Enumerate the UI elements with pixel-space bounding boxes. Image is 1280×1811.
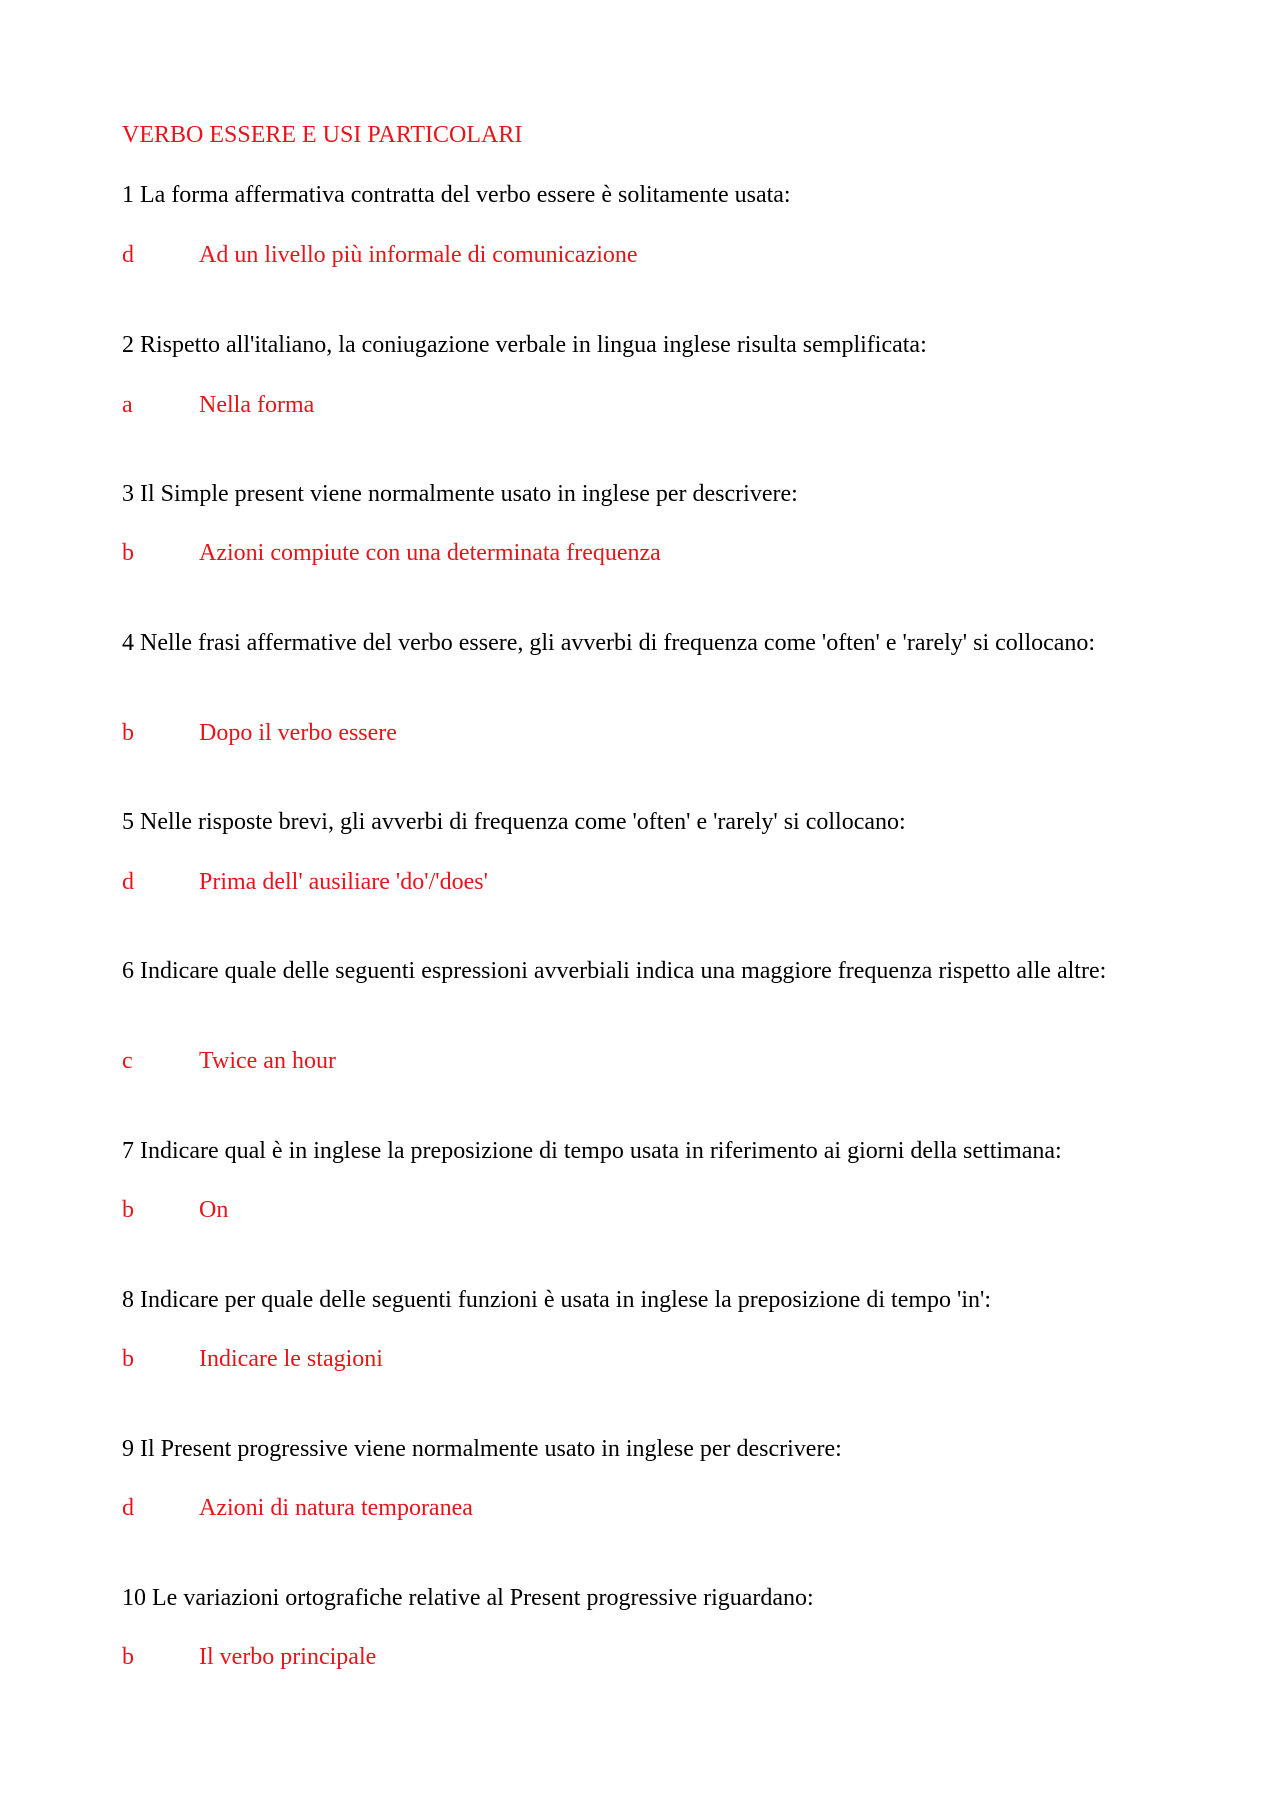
answer-text: On	[199, 1197, 229, 1223]
answer-text: Dopo il verbo essere	[199, 720, 397, 746]
answer-letter: b	[122, 720, 134, 746]
answer-9	[122, 1493, 473, 1523]
question-6: 6 Indicare quale delle seguenti espressioni avverbiali indica una maggiore frequenza rispetto alle altre:	[122, 958, 1107, 984]
question-2: 2 Rispetto all'italiano, la coniugazione verbale in lingua inglese risulta semplificata:	[122, 332, 927, 358]
answer-text: Indicare le stagioni	[199, 1346, 383, 1372]
answer-10	[122, 1642, 376, 1672]
answer-letter: c	[122, 1048, 133, 1074]
answer-2	[122, 390, 314, 420]
answer-letter: b	[122, 1346, 134, 1372]
document-title: VERBO ESSERE E USI PARTICOLARI	[122, 122, 523, 148]
question-4: 4 Nelle frasi affermative del verbo essere, gli avverbi di frequenza come 'often' e 'rarely' si collocano:	[122, 630, 1096, 656]
answer-text: Prima dell' ausiliare 'do'/'does'	[199, 869, 488, 895]
answer-letter: d	[122, 869, 134, 895]
answer-6	[122, 1046, 336, 1076]
answer-letter: a	[122, 392, 133, 418]
question-7: 7 Indicare qual è in inglese la preposizione di tempo usata in riferimento ai giorni della settimana:	[122, 1138, 1062, 1164]
answer-letter: d	[122, 1495, 134, 1521]
question-10: 10 Le variazioni ortografiche relative al Present progressive riguardano:	[122, 1585, 814, 1611]
question-1: 1 La forma affermativa contratta del verbo essere è solitamente usata:	[122, 182, 791, 208]
answer-3	[122, 538, 661, 568]
answer-text: Azioni compiute con una determinata frequenza	[199, 540, 661, 566]
question-5: 5 Nelle risposte brevi, gli avverbi di frequenza come 'often' e 'rarely' si collocano:	[122, 809, 906, 835]
answer-text: Nella forma	[199, 392, 315, 418]
answer-8	[122, 1344, 383, 1374]
answer-1	[122, 240, 638, 270]
answer-text: Twice an hour	[199, 1048, 336, 1074]
answer-text: Azioni di natura temporanea	[199, 1495, 473, 1521]
question-3: 3 Il Simple present viene normalmente usato in inglese per descrivere:	[122, 481, 798, 507]
answer-text: Ad un livello più informale di comunicazione	[199, 242, 638, 268]
answer-letter: d	[122, 242, 134, 268]
answer-4	[122, 718, 397, 748]
answer-letter: b	[122, 540, 134, 566]
question-9: 9 Il Present progressive viene normalmente usato in inglese per descrivere:	[122, 1436, 842, 1462]
answer-letter: b	[122, 1197, 134, 1223]
question-8: 8 Indicare per quale delle seguenti funzioni è usata in inglese la preposizione di tempo 'in':	[122, 1287, 992, 1313]
answer-7	[122, 1195, 228, 1225]
answer-text: Il verbo principale	[199, 1644, 377, 1670]
answer-5	[122, 867, 488, 897]
answer-letter: b	[122, 1644, 134, 1670]
